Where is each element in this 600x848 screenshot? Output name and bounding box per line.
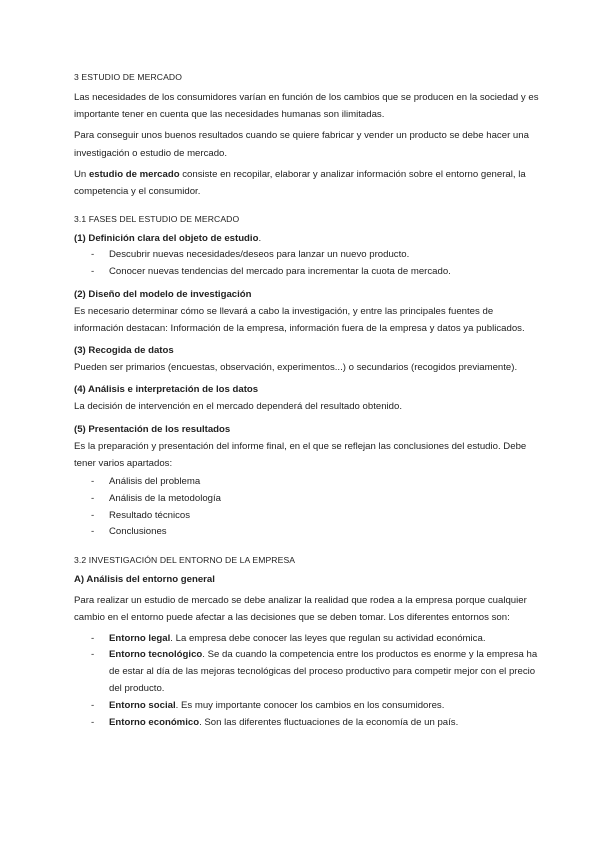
list-item <box>74 247 540 264</box>
entornos-list <box>74 631 540 732</box>
paragraph-necesidades: Las necesidades de los consumidores varían en función de los cambios que se producen en la sociedad y es importante tener en cuenta que las necesidades humanas son ilimitadas. <box>74 92 539 121</box>
list-item <box>74 491 540 508</box>
list-item <box>74 698 540 715</box>
phase-2-title: (2) Diseño del modelo de investigación <box>74 288 252 300</box>
bullet-dash: - <box>91 632 95 644</box>
list-item <box>74 715 540 732</box>
definicion-prefix: Un <box>74 168 89 180</box>
phase-5-list <box>74 474 540 541</box>
phase-1-list <box>74 247 540 281</box>
list-item <box>74 508 540 525</box>
entorno-legal-term: Entorno legal <box>109 632 171 644</box>
phase-4-text: La decisión de intervención en el mercado dependerá del resultado obtenido. <box>74 401 403 413</box>
list-item-text <box>109 633 485 644</box>
entorno-legal-text: . La empresa debe conocer las leyes que regulan su actividad económica. <box>170 632 486 644</box>
list-item-text: Conocer nuevas tendencias del mercado para incrementar la cuota de mercado. <box>109 266 451 278</box>
list-item-text: Análisis de la metodología <box>109 492 221 504</box>
bullet-dash: - <box>91 266 95 278</box>
bullet-dash: - <box>91 492 95 504</box>
entorno-tecnologico-term: Entorno tecnológico <box>109 649 203 661</box>
list-item-text: Descubrir nuevas necesidades/deseos para lanzar un nuevo producto. <box>109 249 410 261</box>
entorno-economico-term: Entorno económico <box>109 716 200 728</box>
bullet-dash: - <box>91 526 95 538</box>
entorno-economico-text: . Son las diferentes fluctuaciones de la economía de un país. <box>199 716 459 728</box>
bullet-dash: - <box>91 509 95 521</box>
phase-3-title: (3) Recogida de datos <box>74 345 174 357</box>
list-item <box>74 631 540 648</box>
phase-2-text: Es necesario determinar cómo se llevará a cabo la investigación, y entre las principales fuentes de información destacan: Información de la empresa, información fuera de la empresa y datos ya publicados. <box>74 305 525 335</box>
bullet-dash: - <box>91 649 95 661</box>
bullet-dash: - <box>91 699 95 711</box>
definicion-rest: consiste en recopilar, elaborar y analizar información sobre el entorno general, la competencia y el consumidor. <box>74 168 526 198</box>
section-title-estudio-mercado: 3 ESTUDIO DE MERCADO <box>74 72 183 82</box>
section-title-fases: 3.1 FASES DEL ESTUDIO DE MERCADO <box>74 214 240 225</box>
paragraph-definicion <box>74 166 540 200</box>
phase-1-title-text: (1) Definición clara del objeto de estudio <box>74 233 259 245</box>
phase-3-text: Pueden ser primarios (encuestas, observación, experimentos...) o secundarios (recogidos previamente). <box>74 362 518 374</box>
section-title-investigacion-entorno: 3.2 INVESTIGACIÓN DEL ENTORNO DE LA EMPRESA <box>74 555 296 566</box>
list-item-text: Conclusiones <box>109 526 167 538</box>
list-item-text <box>109 649 537 694</box>
list-item-text: Análisis del problema <box>109 476 201 488</box>
list-item <box>74 647 540 697</box>
phase-5-text: Es la preparación y presentación del informe final, en el que se reflejan las conclusiones del estudio. Debe tener varios apartados: <box>74 440 527 469</box>
paragraph-resultados: Para conseguir unos buenos resultados cuando se quiere fabricar y vender un producto se debe hacer una investigación o estudio de mercado. <box>74 130 529 159</box>
phase-1-title <box>74 231 540 247</box>
phase-5-title: (5) Presentación de los resultados <box>74 423 231 435</box>
bullet-dash: - <box>91 476 95 488</box>
phase-4-title: (4) Análisis e interpretación de los datos <box>74 384 259 396</box>
phase-1-period: . <box>258 233 262 245</box>
subsection-a-title: A) Análisis del entorno general <box>74 574 215 586</box>
entorno-social-term: Entorno social <box>109 699 176 711</box>
entorno-tecnologico-text: . Se da cuando la competencia entre los productos es enorme y la empresa ha de estar al día de las mejoras tecnológicas del proceso productivo para competir mejor con el precio del producto. <box>109 649 538 695</box>
entorno-social-text: . Es muy importante conocer los cambios en los consumidores. <box>175 699 445 711</box>
bullet-dash: - <box>91 716 95 728</box>
list-item <box>74 524 540 541</box>
list-item-text <box>109 717 458 728</box>
entorno-intro: Para realizar un estudio de mercado se debe analizar la realidad que rodea a la empresa porque cualquier cambio en el entorno puede afectar a las decisiones que se deben tomar. Los diferentes entornos son: <box>74 595 527 624</box>
list-item-text <box>109 700 444 711</box>
bullet-dash: - <box>91 249 95 261</box>
list-item-text: Resultado técnicos <box>109 509 191 521</box>
list-item <box>74 474 540 491</box>
list-item <box>74 264 540 281</box>
definicion-term: estudio de mercado <box>88 168 180 180</box>
